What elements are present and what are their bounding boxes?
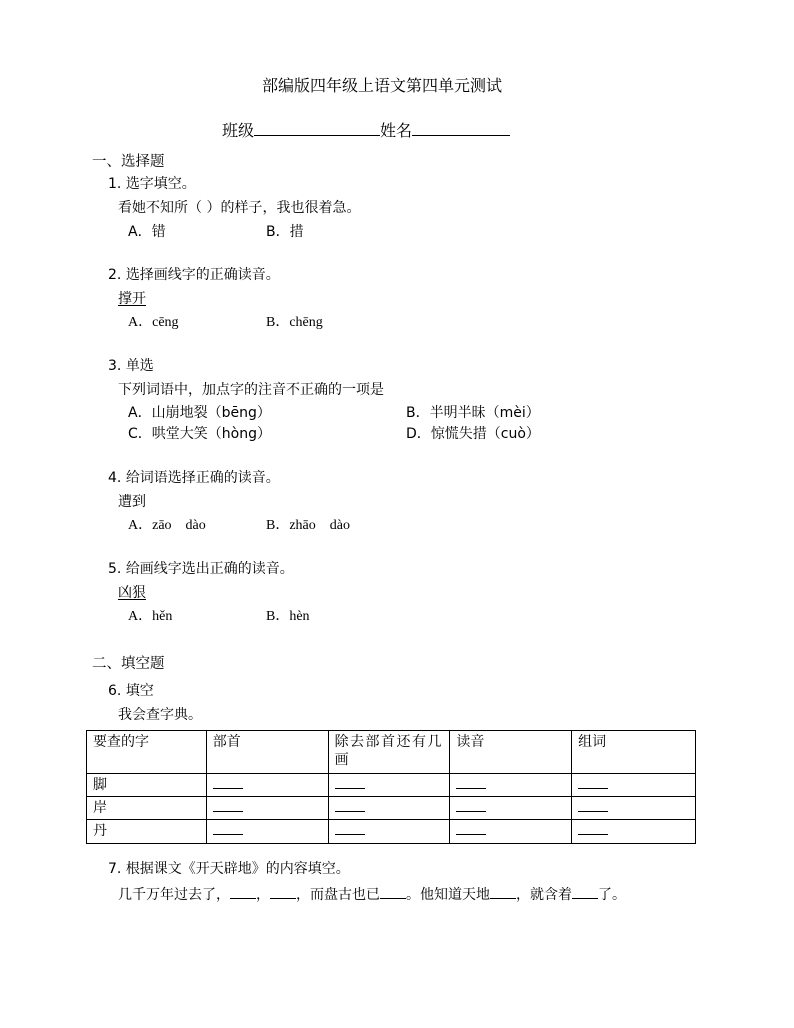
- question-3-option-d[interactable]: D．惊慌失措（cuò）: [406, 426, 540, 442]
- table-header-cell: 要查的字: [87, 731, 207, 774]
- table-row: [87, 820, 696, 843]
- table-cell-blank[interactable]: [572, 820, 696, 843]
- section-heading-fill: 二、填空题: [92, 656, 165, 672]
- class-name-line: [222, 123, 510, 139]
- question-3-stem: 3. 单选: [108, 358, 154, 374]
- question-1-option-a[interactable]: A．错: [128, 224, 166, 240]
- table-header-row: [87, 731, 696, 774]
- table-row: [87, 797, 696, 820]
- table-cell-blank[interactable]: [206, 820, 328, 843]
- question-5-stem: 5. 给画线字选出正确的读音。: [108, 561, 294, 577]
- question-5-option-a[interactable]: A．hěn: [128, 609, 173, 624]
- question-4-stem: 4. 给词语选择正确的读音。: [108, 470, 280, 486]
- question-2-option-a[interactable]: A．cēng: [128, 315, 179, 330]
- table-cell-blank[interactable]: [450, 820, 572, 843]
- blank[interactable]: [380, 898, 406, 899]
- question-4-option-a[interactable]: A．zāo dào: [128, 518, 206, 533]
- question-4-option-b[interactable]: B．zhāo dào: [266, 518, 350, 533]
- table-cell-blank[interactable]: [206, 774, 328, 797]
- table-row-char: 丹: [87, 820, 207, 843]
- table-cell-blank[interactable]: [206, 797, 328, 820]
- blank[interactable]: [490, 898, 516, 899]
- question-3-text: 下列词语中，加点字的注音不正确的一项是: [118, 382, 384, 398]
- question-6-text: 我会查字典。: [118, 707, 202, 723]
- table-row-char: 岸: [87, 797, 207, 820]
- question-3-option-b[interactable]: B．半明半昧（mèi）: [406, 405, 540, 421]
- table-cell-blank[interactable]: [450, 797, 572, 820]
- table-header-cell: 组词: [572, 731, 696, 774]
- question-2-stem: 2. 选择画线字的正确读音。: [108, 267, 280, 283]
- table-row: [87, 774, 696, 797]
- question-6-stem: 6. 填空: [108, 683, 154, 699]
- blank[interactable]: [572, 898, 598, 899]
- table-cell-blank[interactable]: [572, 774, 696, 797]
- name-blank[interactable]: [412, 135, 510, 136]
- question-5-word: 凶狠: [118, 585, 146, 601]
- question-2-word: 撑开: [118, 291, 146, 307]
- blank[interactable]: [230, 898, 256, 899]
- question-1-text: 看她不知所（ ）的样子，我也很着急。: [118, 200, 361, 216]
- question-1-option-b[interactable]: B．措: [266, 224, 304, 240]
- table-header-cell: 除去部首还有几画: [328, 731, 450, 774]
- question-7-stem: 7. 根据课文《开天辟地》的内容填空。: [108, 861, 350, 877]
- table-row-char: 脚: [87, 774, 207, 797]
- page-title: 部编版四年级上语文第四单元测试: [262, 76, 503, 95]
- question-4-word: 遭到: [118, 494, 146, 510]
- question-5-option-b[interactable]: B．hèn: [266, 609, 310, 624]
- blank[interactable]: [270, 898, 296, 899]
- table-cell-blank[interactable]: [572, 797, 696, 820]
- table-cell-blank[interactable]: [328, 797, 450, 820]
- question-3-option-a[interactable]: A．山崩地裂（bēng）: [128, 405, 271, 421]
- dictionary-table: [86, 730, 696, 844]
- table-cell-blank[interactable]: [328, 820, 450, 843]
- table-cell-blank[interactable]: [450, 774, 572, 797]
- table-cell-blank[interactable]: [328, 774, 450, 797]
- question-1-stem: 1. 选字填空。: [108, 176, 196, 192]
- table-header-cell: 部首: [206, 731, 328, 774]
- class-label: 班级: [222, 121, 255, 140]
- question-7-sentence: 几千万年过去了， ， ，而盘古也已 。他知道天地 ，就含着 了。: [118, 887, 626, 903]
- name-label: 姓名: [380, 121, 413, 140]
- class-blank[interactable]: [254, 135, 380, 136]
- question-2-option-b[interactable]: B．chēng: [266, 315, 323, 330]
- question-3-option-c[interactable]: C．哄堂大笑（hòng）: [128, 426, 271, 442]
- section-heading-choice: 一、选择题: [92, 154, 165, 170]
- table-header-cell: 读音: [450, 731, 572, 774]
